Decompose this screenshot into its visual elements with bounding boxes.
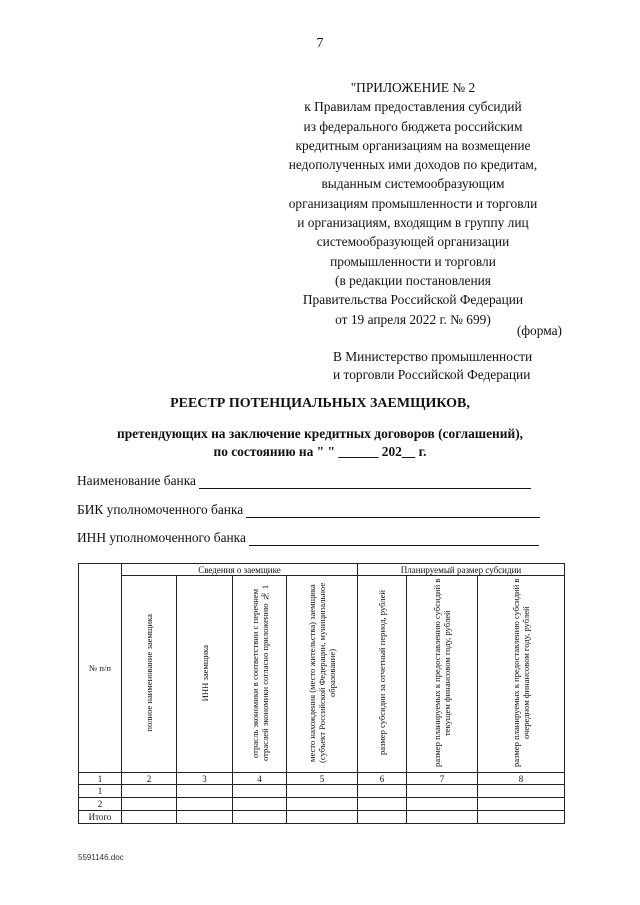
appendix-line: "ПРИЛОЖЕНИЕ № 2 [350,80,476,95]
table-cell[interactable] [122,798,177,811]
inn-blank[interactable] [249,531,539,546]
column-number: 5 [287,773,358,785]
subtitle-date-line: по состоянию на " " ______ 202__ г. [213,443,427,459]
table-cell[interactable] [287,811,358,824]
appendix-line: выданным системообразующим [321,176,505,192]
column-number: 2 [122,773,177,785]
addressee-line: и торговли Российской Федерации [333,367,531,382]
document-subtitle [0,425,640,460]
table-cell[interactable] [358,798,407,811]
borrower-group-header: Сведения о заемщике [122,564,358,576]
table-row [79,798,565,811]
column-header [478,576,565,773]
document-title: РЕЕСТР ПОТЕНЦИАЛЬНЫХ ЗАЕМЩИКОВ, [170,396,470,411]
table-cell[interactable] [122,811,177,824]
appendix-line: Правительства Российской Федерации [302,292,524,308]
bank-name-label: Наименование банка [77,473,196,488]
form-label: (форма) [516,323,562,338]
table-cell[interactable] [407,785,478,798]
column-number: 1 [79,773,122,785]
column-number: 8 [478,773,565,785]
appendix-line: организациям промышленности и торговли [288,195,538,211]
num-header-label: № п/п [89,663,111,673]
addressee [333,348,532,384]
appendix-line: и организациям, входящим в группу лиц [297,215,529,231]
row-number: 2 [79,798,122,811]
column-number: 7 [407,773,478,785]
table-cell[interactable] [358,811,407,824]
column-header [233,576,287,773]
bik-field [77,502,540,518]
bank-name-blank[interactable] [199,474,531,489]
appendix-line: из федерального бюджета российским [303,118,523,134]
appendix-line: системообразующей организации [316,234,510,250]
appendix-line: промышленности и торговли [330,253,496,269]
bik-blank[interactable] [246,503,540,518]
table-cell[interactable] [177,811,233,824]
appendix-line: недополученных ими доходов по кредитам, [288,157,538,173]
bik-label: БИК уполномоченного банка [77,502,244,517]
total-label: Итого [79,811,122,824]
column-header [358,576,407,773]
appendix-header [278,78,548,329]
table-cell[interactable] [358,785,407,798]
table-cell[interactable] [177,798,233,811]
table-cell[interactable] [478,785,565,798]
table-cell[interactable] [177,785,233,798]
row-number: 1 [79,785,122,798]
addressee-line: В Министерство промышленности [333,349,533,364]
table-cell[interactable] [478,798,565,811]
column-header-text: размер планируемых к предоставлению субсидий в текущем финансовом году, рублей [432,578,452,768]
table-cell[interactable] [233,798,287,811]
column-number-row [79,773,565,785]
appendix-line: от 19 апреля 2022 г. № 699) [335,311,491,327]
column-header [177,576,233,773]
num-header [79,564,122,773]
column-header [407,576,478,773]
column-header-text: ИНН заемщика [199,644,210,702]
column-number: 4 [233,773,287,785]
appendix-line: (в редакции постановления [335,272,491,288]
inn-label: ИНН уполномоченного банка [77,530,246,545]
subtitle-line: претендующих на заключение кредитных договоров (соглашений), [116,426,524,441]
column-header-text: размер субсидии за отчетный период, рублей [377,590,387,756]
table-cell[interactable] [233,785,287,798]
column-header-text: отрасль экономики в соответствии с перечнем отраслей экономики согласно приложению № 1 [249,584,270,762]
column-number: 3 [177,773,233,785]
page-number: 7 [316,36,324,51]
registry-table [78,563,565,824]
table-cell[interactable] [287,785,358,798]
table-cell[interactable] [478,811,565,824]
appendix-line: кредитным организациям на возмещение [295,137,531,153]
bank-name-field [77,473,531,489]
table-cell[interactable] [407,798,478,811]
appendix-line: к Правилам предоставления субсидий [304,99,522,115]
table-row [79,785,565,798]
table-cell[interactable] [287,798,358,811]
document-filename: 5591146.doc [78,853,124,862]
column-number: 6 [358,773,407,785]
column-header [287,576,358,773]
column-header-text: полное наименование заемщика [144,614,154,732]
table-cell[interactable] [233,811,287,824]
column-header-text: место нахождения (место жительства) заемщика (субъект Российской Федерации, муниципальное образование) [307,582,337,764]
column-header [122,576,177,773]
inn-field [77,530,539,546]
column-header-text: размер планируемых к предоставлению субсидий в очередном финансовом году, рублей [511,578,531,768]
subsidy-group-header: Планируемый размер субсидии [358,564,565,576]
table-cell[interactable] [122,785,177,798]
total-row [79,811,565,824]
table-cell[interactable] [407,811,478,824]
